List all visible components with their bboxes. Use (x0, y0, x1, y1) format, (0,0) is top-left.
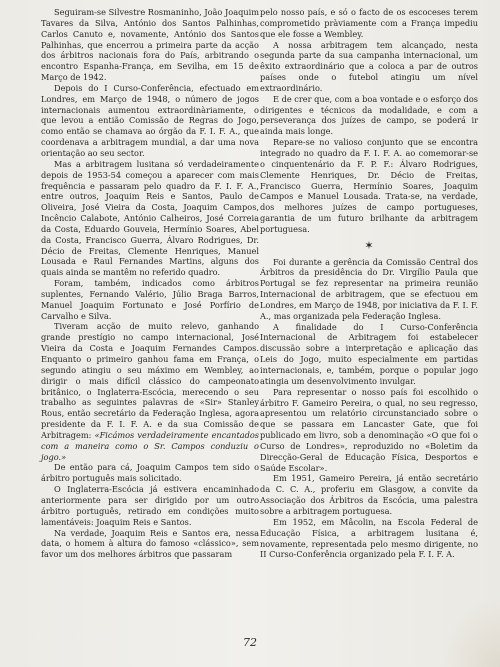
quote: «Ficámos verdadeiramente encantados com a maneira como o Sr. Campos conduziu o jogo.» (41, 429, 259, 462)
paragraph: De então para cá, Joaquim Campos tem sido o árbitro português mais solicitado. (41, 462, 259, 484)
paragraph: Foram, também, indicados como árbitros suplentes, Fernando Valério, Júlio Braga Barros, Manuel Joaquim Fortunato e José Porfírio de Carvalho e Silva. (41, 278, 259, 321)
left-column (41, 7, 259, 560)
paragraph-text: Tiveram acção de muito relevo, ganhando grande prestígio no campo internacional, José Vieira da Costa e Joaquim Fernandes Campos. Enquanto o primeiro ganhou fama em França, o segundo atingiu o seu máximo em Wembley, ao dirigir o mais difícil clássico do campeonato britânico, o Inglaterra-Escócia, merecendo o seu trabalho as seguintes palavras de «Sir» Stanley Rous, então secretário da Federação Inglesa, agora presidente da F. I. F. A. e da sua Comissão de Arbitragem: (41, 321, 259, 440)
right-column (260, 7, 478, 560)
paragraph: Mas a arbitragem lusitana só verdadeiramente depois de 1953-54 começou a aparecer com mais frequência e passaram pelo quadro da F. I. F. A., entre outros, Joaquim Reis e Santos, Paulo de Oliveira, José Vieira da Costa, Joaquim Campos, Incêncio Calabote, António Calheiros, José Correia da Costa, Eduardo Gouveia, Hermínio Soares, Abel da Costa, Francisco Guerra, Álvaro Rodrigues, Dr. Décio de Freitas, Clemente Henriques, Manuel Lousada e Raul Fernandes Martins, alguns dos quais ainda se mantêm no referido quadro. (41, 158, 259, 278)
paragraph-with-quote (41, 321, 259, 462)
page-number: 72 (243, 636, 257, 649)
paragraph: Repare-se no valioso conjunto que se encontra integrado no quadro da F. I. F. A. ao comemorar-se o cinquentenário da F. P. F.: Álvaro Rodrigues, Clemente Henriques, Dr. Décio de Freitas, Francisco Guerra, Hermínio Soares, Joaquim Campos e Manuel Lousada. Trata-se, na verdade, dos melhores juízes de campo portugueses, garantia de um futuro brilhante da arbitragem portuguesa. (260, 137, 478, 234)
paragraph: Na verdade, Joaquim Reis e Santos era, nessa data, o homem à altura do famoso «clássico», sem favor um dos melhores árbitros que passaram (41, 527, 259, 560)
paragraph: E de crer que, com a boa vontade e o esforço dos dirigentes e técnicos da modalidade, e com a perseverança dos juízes de campo, se poderá ir ainda mais longe. (260, 93, 478, 137)
section-separator-icon: ✶ (364, 238, 374, 252)
paper-stain (440, 597, 500, 667)
paragraph-continued: pelo nosso país, e só o facto de os escoceses terem comprometido pràviamente com a França impediu que ele fosse a Wembley. (260, 7, 478, 39)
paragraph: Depois do I Curso-Conferência, efectuado em Londres, em Março de 1948, o número de jogos internacionais aumentou extraordinàriamente, o que levou a entião Comissão de Regras do Jogo, como então se chamava ao órgão da F. I. F. A., que coordenava a arbitragem mundial, a dar uma nova orientação ao seu sector. (41, 82, 259, 158)
paragraph: A nossa arbitragem tem alcançado, nesta segunda parte da sua campanha internacional, um êxito extraordinário que a coloca a par de outros países onde o futebol atingiu um nível extraordinário. (260, 39, 478, 93)
paragraph: Para representar o nosso país foi escolhido o árbitro F. Gameiro Pereira, o qual, no seu regresso, apresentou um relatório circunstanciado sobre o que se passara em Lancaster Gate, que foi publicado em livro, sob a denominação «O que foi o Curso de Londres», reproduzido no «Boletim da Direcção-Geral de Educação Física, Desportos e Saúde Escolar». (260, 386, 478, 473)
paragraph: Foi durante a gerência da Comissão Central dos Árbitros da presidência do Dr. Virgílio Paula que Portugal se fez representar na primeira reunião Internacional de arbitragem, que se efectuou em Londres, em Março de 1948, por iniciativa da F. I. F. A., mas organizada pela Federação Inglesa. (260, 256, 478, 321)
paragraph: A finalidade do I Curso-Conferência Internacional de Arbitragem foi estabelecer discussão sobre a interpretação e aplicação das Leis do Jogo, muito especialmente em partidas internacionais, e, também, porque o popular jogo atingia um desenvolvimento invulgar. (260, 321, 478, 386)
paragraph: Em 1952, em Mâcolin, na Escola Federal de Educação Física, a arbitragem lusitana é, novamente, representada pelo mesmo dirigente, no II Curso-Conferência organizado pela F. I. F. A. (260, 516, 478, 560)
paragraph: Seguiram-se Silvestre Rosmaninho, João Joaquim Tavares da Silva, António dos Santos Palhinhas, Carlos Canuto e, novamente, António dos Santos Palhinhas, que encerrou a primeira parte da acção dos árbitros nacionais fora do País, arbitrando o encontro Espanha-França, em Sevilha, em 15 de Março de 1942. (41, 7, 259, 83)
paragraph: Em 1951, Gameiro Pereira, já então secretário da C. C. A., proferiu em Glasgow, a convite da Associação dos Árbitros da Escócia, uma palestra sobre a arbitragem portuguesa. (260, 473, 478, 516)
paragraph: O Inglaterra-Escócia já estivera encaminhado anteriormente para ser dirigido por um outro árbitro português, retirado em condições muito lamentáveis: Joaquim Reis e Santos. (41, 484, 259, 527)
